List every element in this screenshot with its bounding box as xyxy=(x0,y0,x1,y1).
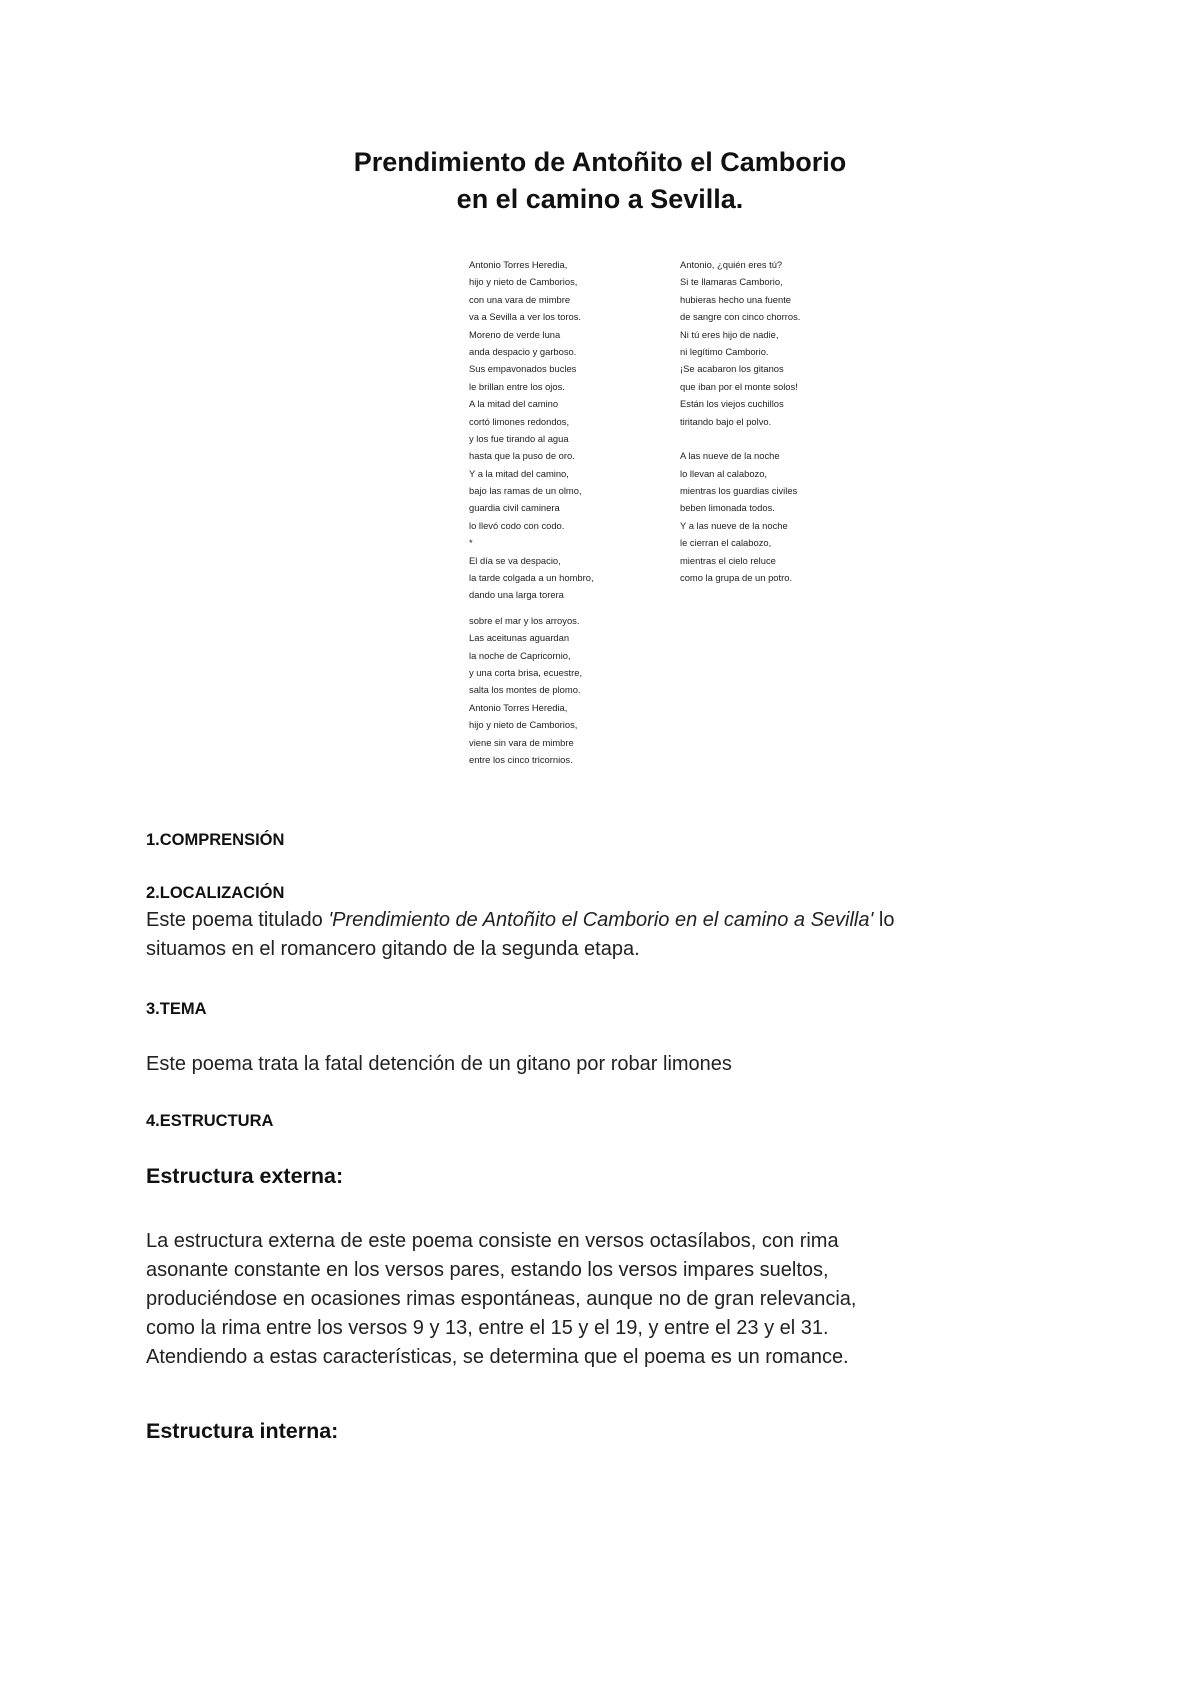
text-line: mientras el cielo reluce xyxy=(680,554,776,566)
text-line: ¡Se acabaron los gitanos xyxy=(680,363,784,375)
text-line: de sangre con cinco chorros. xyxy=(680,311,801,323)
text-line: La estructura externa de este poema consiste en versos octasílabos, con rima xyxy=(146,1230,839,1252)
text-line: lo llevan al calabozo, xyxy=(680,467,768,479)
text-line: guardia civil caminera xyxy=(469,502,560,514)
estructura-externa-paragraph xyxy=(146,1227,1046,1372)
text-line: lo llevó codo con codo. xyxy=(469,519,565,531)
text-line: Ni tú eres hijo de nadie, xyxy=(680,328,779,340)
localizacion-line-2: situamos en el romancero gitando de la segunda etapa. xyxy=(146,938,640,960)
poem-stanza-right-b xyxy=(680,447,800,586)
text-line: asonante constante en los versos pares, estando los versos impares sueltos, xyxy=(146,1259,829,1281)
heading-estructura-interna: Estructura interna: xyxy=(146,1419,339,1443)
poem-title-line-1: Prendimiento de Antoñito el Camborio xyxy=(353,147,847,177)
text-line: la tarde colgada a un hombro, xyxy=(469,572,594,584)
heading-estructura: 4.ESTRUCTURA xyxy=(146,1112,274,1130)
text-line: El día se va despacio, xyxy=(469,554,561,566)
localizacion-line-1 xyxy=(146,906,1046,935)
localizacion-paragraph xyxy=(146,906,1046,964)
text-line: cortó limones redondos, xyxy=(469,415,570,427)
text-line: hasta que la puso de oro. xyxy=(469,450,575,462)
text-line: Atendiendo a estas características, se determina que el poema es un romance. xyxy=(146,1346,849,1368)
text-line: sobre el mar y los arroyos. xyxy=(469,614,580,626)
heading-estructura-externa: Estructura externa: xyxy=(146,1164,344,1188)
poem-title-reference: 'Prendimiento de Antoñito el Camborio en el camino a Sevilla' xyxy=(328,909,874,931)
text-line: * xyxy=(469,537,473,549)
text-line: le brillan entre los ojos. xyxy=(469,380,565,392)
text-line: Si te llamaras Camborio, xyxy=(680,276,783,288)
text-line: Antonio, ¿quién eres tú? xyxy=(680,259,783,270)
text-line: hubieras hecho una fuente xyxy=(680,293,792,305)
text-line: mientras los guardias civiles xyxy=(680,485,798,497)
poem-stanza-left-a xyxy=(469,256,594,604)
localizacion-text-post: lo xyxy=(873,909,895,931)
stanza-gap xyxy=(680,430,800,447)
text-line: como la rima entre los versos 9 y 13, entre el 15 y el 19, y entre el 23 y el 31. xyxy=(146,1317,829,1339)
text-line: A la mitad del camino xyxy=(469,398,559,410)
text-line: hijo y nieto de Camborios, xyxy=(469,276,578,288)
text-line: Las aceitunas aguardan xyxy=(469,632,570,644)
stanza-gap xyxy=(469,604,594,612)
text-line: Y a la mitad del camino, xyxy=(469,467,569,479)
poem-column-right xyxy=(680,256,800,586)
text-line: ni legítimo Camborio. xyxy=(680,345,769,357)
text-line: entre los cinco tricornios. xyxy=(469,753,573,765)
text-line: hijo y nieto de Camborios, xyxy=(469,719,578,731)
text-line: anda despacio y garboso. xyxy=(469,345,577,357)
text-line: Moreno de verde luna xyxy=(469,328,561,340)
text-line: produciéndose en ocasiones rimas espontáneas, aunque no de gran relevancia, xyxy=(146,1288,857,1310)
heading-tema: 3.TEMA xyxy=(146,1000,207,1018)
text-line: dando una larga torera xyxy=(469,589,564,601)
text-line: beben limonada todos. xyxy=(680,502,775,514)
text-line: le cierran el calabozo, xyxy=(680,537,772,549)
poem-stanza-left-b xyxy=(469,612,594,769)
text-line: salta los montes de plomo. xyxy=(469,684,581,696)
text-line: la noche de Capricornio, xyxy=(469,649,571,661)
tema-paragraph xyxy=(146,1050,1046,1079)
localizacion-text-pre: Este poema titulado xyxy=(146,909,329,931)
text-line: y una corta brisa, ecuestre, xyxy=(469,666,583,678)
text-line: A las nueve de la noche xyxy=(680,450,780,462)
text-line: va a Sevilla a ver los toros. xyxy=(469,311,582,323)
tema-line: Este poema trata la fatal detención de un gitano por robar limones xyxy=(146,1053,732,1075)
text-line: bajo las ramas de un olmo, xyxy=(469,485,582,497)
text-line: y los fue tirando al agua xyxy=(469,432,569,444)
text-line: viene sin vara de mimbre xyxy=(469,736,574,748)
text-line: Están los viejos cuchillos xyxy=(680,398,784,410)
poem-column-left xyxy=(469,256,594,768)
text-line: tiritando bajo el polvo. xyxy=(680,415,772,427)
text-line: Sus empavonados bucles xyxy=(469,363,577,375)
poem-stanza-right-a xyxy=(680,256,800,430)
poem-title-line-2: en el camino a Sevilla. xyxy=(456,184,744,214)
heading-comprension: 1.COMPRENSIÓN xyxy=(146,831,285,849)
text-line: como la grupa de un potro. xyxy=(680,572,793,584)
text-line: Antonio Torres Heredia, xyxy=(469,259,568,270)
text-line: con una vara de mimbre xyxy=(469,293,571,305)
heading-localizacion: 2.LOCALIZACIÓN xyxy=(146,884,285,902)
text-line: Y a las nueve de la noche xyxy=(680,519,788,531)
poem-title xyxy=(0,144,1200,218)
text-line: que iban por el monte solos! xyxy=(680,380,798,392)
text-line: Antonio Torres Heredia, xyxy=(469,701,568,713)
